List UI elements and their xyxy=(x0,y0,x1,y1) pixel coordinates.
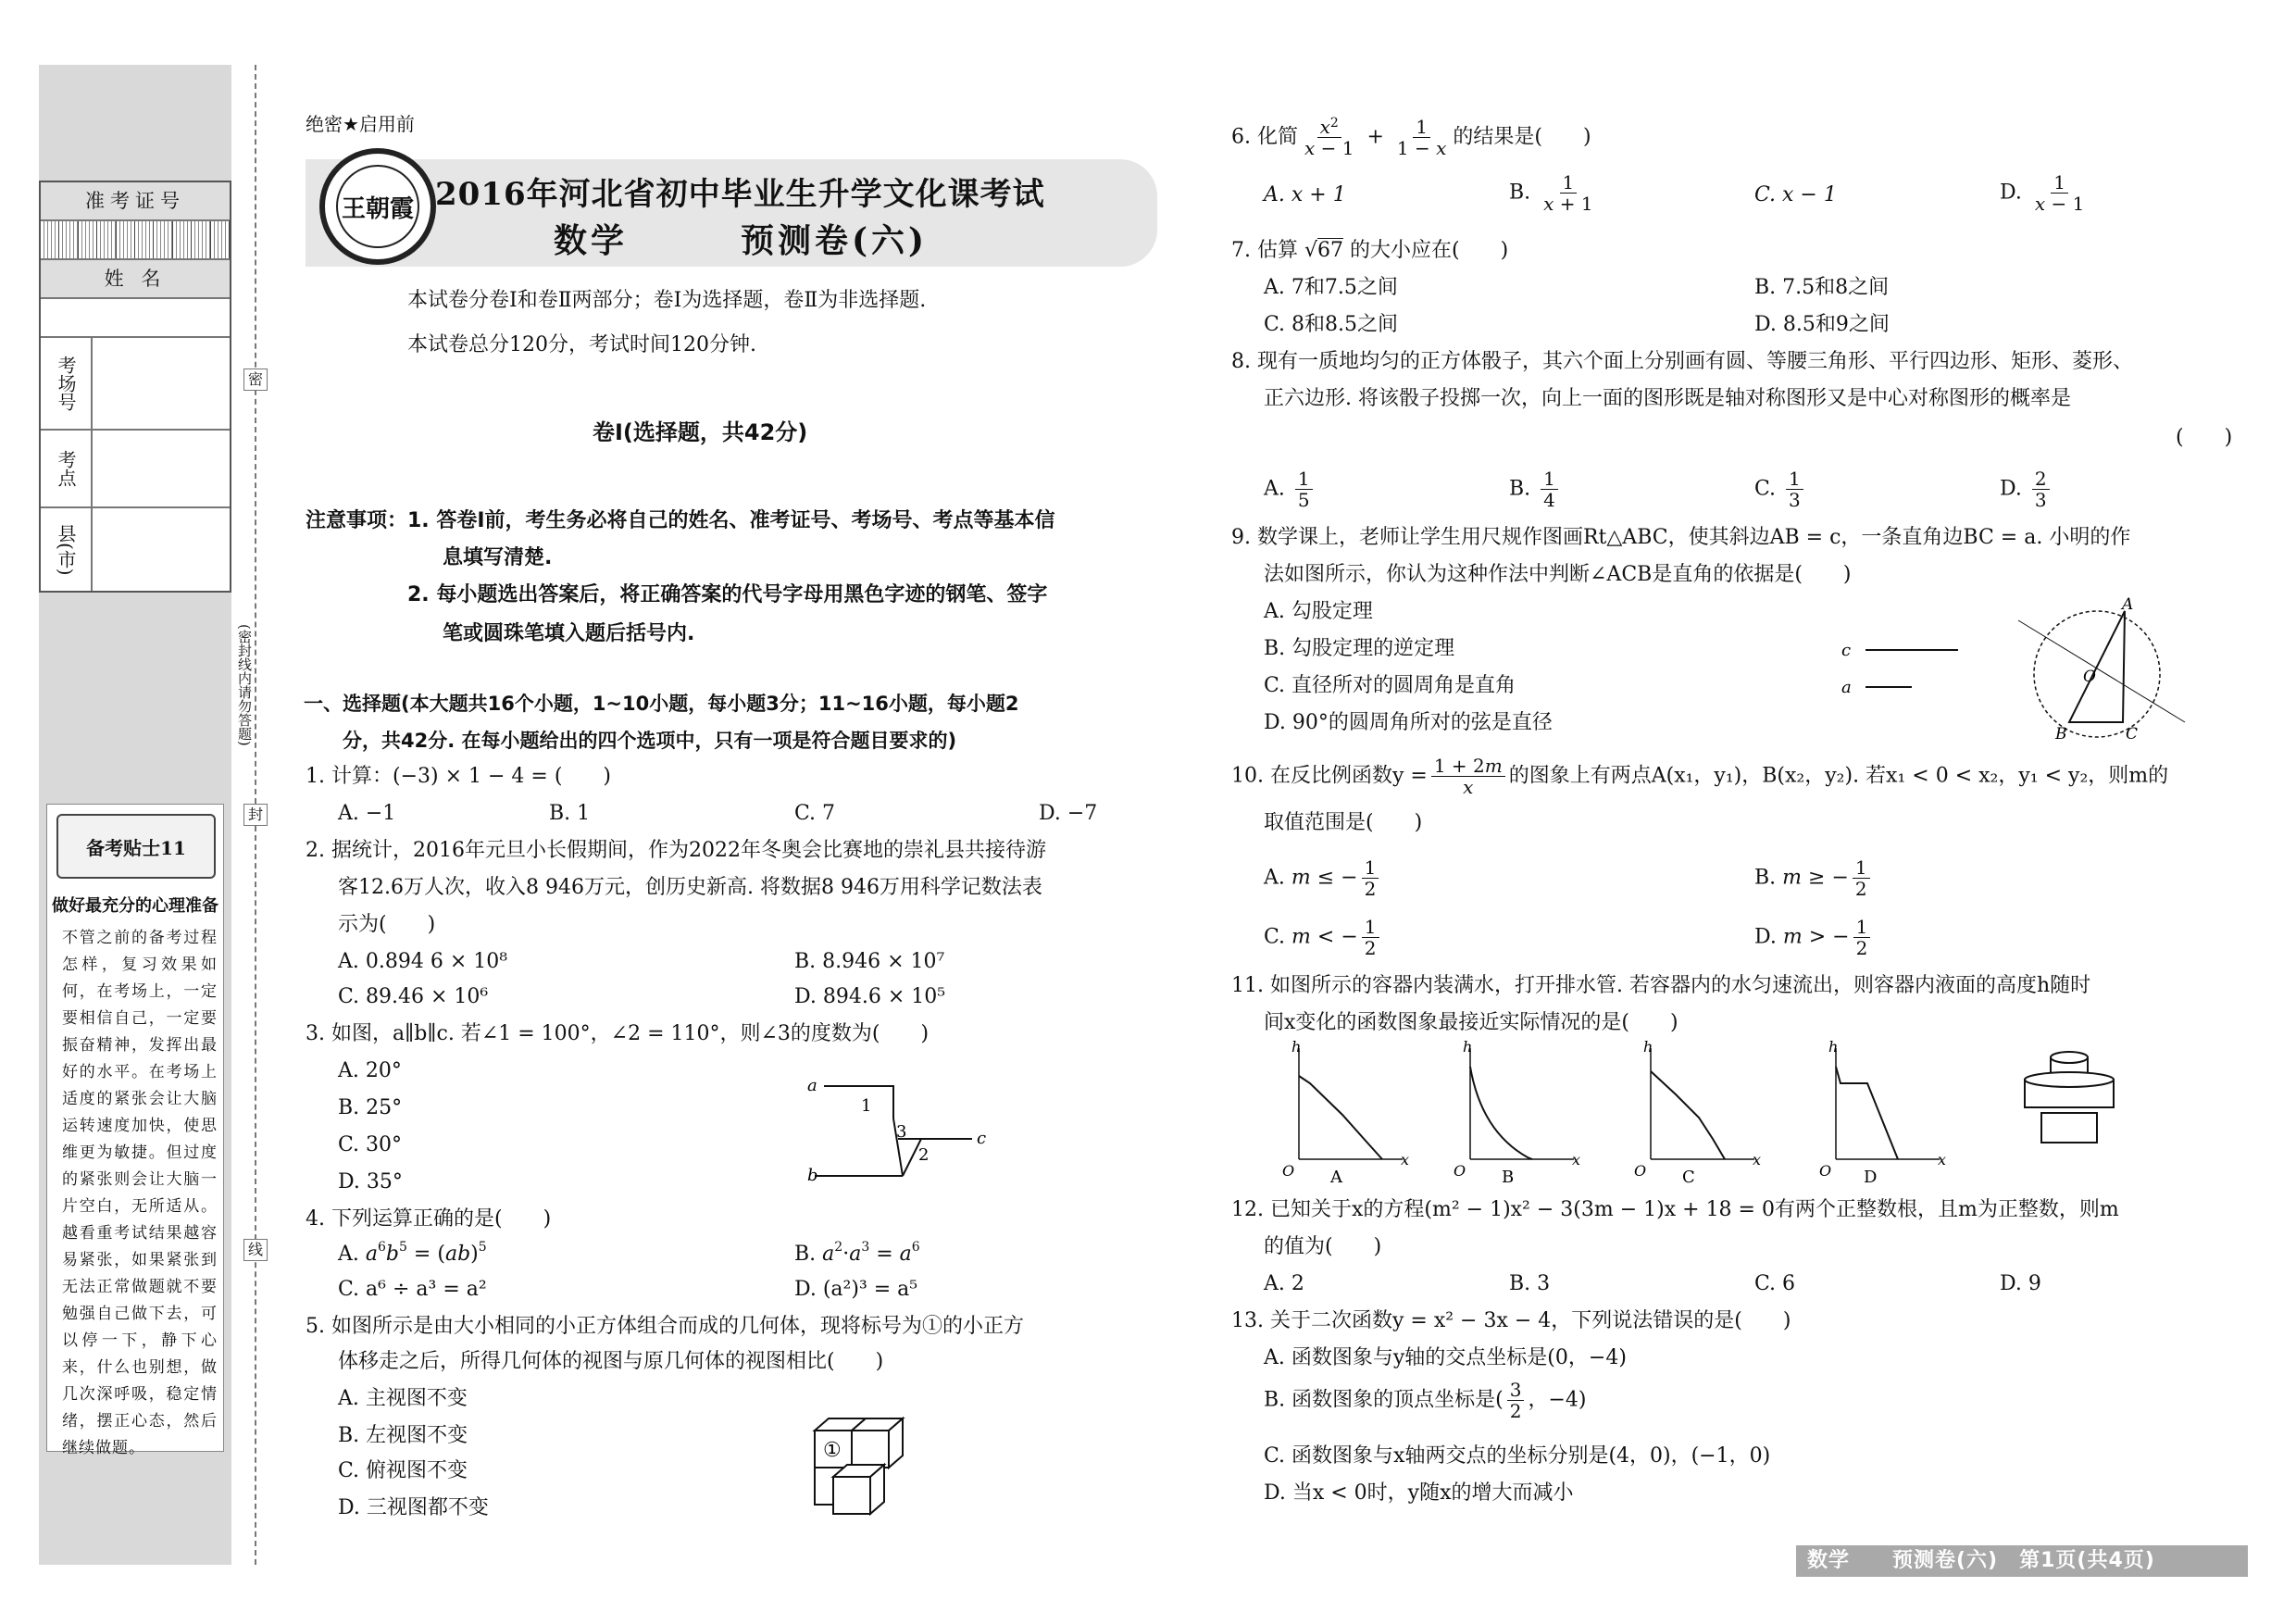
publisher-logo xyxy=(319,148,436,265)
q9-option-c[interactable]: C. 直径所对的圆周角是直角 xyxy=(1264,674,1516,697)
q13-option-b[interactable]: B. 函数图象的顶点坐标是( $\frac{3}{2}$ ，−4) xyxy=(1264,1379,1587,1422)
q8-stem-b: 正六边形. 将该骰子投掷一次，向上一面的图形既是轴对称图形又是中心对称图形的概率是 xyxy=(1264,387,2071,410)
q8-option-d[interactable]: D. $\frac{2}{3}$ xyxy=(2000,469,2053,510)
q9-label-O: O xyxy=(2083,668,2096,686)
tips-badge: 备考贴士11 xyxy=(56,814,216,879)
q9-stem-a: 9. 数学课上，老师让学生用尺规作图画Rt△ABC，使其斜边AB = c，一条直角边BC = a. 小明的作 xyxy=(1231,526,2131,549)
q10-stem-b: 取值范围是( ) xyxy=(1264,811,1423,834)
q12-option-d[interactable]: D. 9 xyxy=(2000,1272,2041,1295)
room-label: 考场号 xyxy=(41,338,93,429)
q10-option-b[interactable]: B. m ≥ − $\frac{1}{2}$ xyxy=(1754,857,1874,899)
exam-paper-name: 预测卷(六) xyxy=(741,221,929,260)
q12-option-c[interactable]: C. 6 xyxy=(1754,1272,1796,1295)
seal-note: (密封线内请勿答题) xyxy=(236,624,253,746)
q5-option-b[interactable]: B. 左视图不变 xyxy=(338,1424,468,1447)
svg-text:h: h xyxy=(1643,1039,1653,1056)
q8-option-b[interactable]: B. $\frac{1}{4}$ xyxy=(1509,469,1562,510)
page-footer: 数学 预测卷(六) 第1页(共4页) xyxy=(1796,1545,2248,1577)
seal-char-mi: 密 xyxy=(243,369,268,391)
svg-text:O: O xyxy=(1634,1162,1647,1180)
q3-label-3: 3 xyxy=(896,1122,907,1142)
q11-stem-a: 11. 如图所示的容器内装满水，打开排水管. 若容器内的水匀速流出，则容器内液面的高度h随时 xyxy=(1231,974,2091,997)
q3-option-c[interactable]: C. 30° xyxy=(338,1133,403,1156)
exam-tips-box xyxy=(46,804,224,1457)
q6-option-d[interactable]: D. $\frac{1}{x - 1}$ xyxy=(2000,171,2085,215)
q6-stem: 6. 化简 $\frac{x^2}{x - 1}$ + $\frac{1}{1 - x}$ 的结果是( ) xyxy=(1231,116,1591,159)
q11-graph-a[interactable] xyxy=(1273,1039,1412,1187)
q1-stem: 1. 计算：(−3) × 1 − 4 = ( ) xyxy=(306,765,612,788)
room-field[interactable] xyxy=(41,338,230,431)
q11-graph-d-label: D xyxy=(1864,1168,1878,1187)
svg-text:x: x xyxy=(1572,1151,1581,1168)
note-2a: 2. 每小题选出答案后，将正确答案的代号字母用黑色字迹的钢笔、签字 xyxy=(407,583,1048,606)
q12-option-a[interactable]: A. 2 xyxy=(1264,1272,1304,1295)
q1-option-c[interactable]: C. 7 xyxy=(794,802,836,825)
q8-stem-a: 8. 现有一质地均匀的正方体骰子，其六个面上分别画有圆、等腰三角形、平行四边形、矩形、菱形、 xyxy=(1231,350,2133,373)
q3-label-2: 2 xyxy=(918,1145,930,1165)
q13-option-c[interactable]: C. 函数图象与x轴两交点的坐标分别是(4，0)，(−1，0) xyxy=(1264,1444,1771,1468)
q13-option-a[interactable]: A. 函数图象与y轴的交点坐标是(0，−4) xyxy=(1264,1346,1627,1369)
q4-option-c[interactable]: C. a⁶ ÷ a³ = a² xyxy=(338,1278,487,1301)
q3-option-d[interactable]: D. 35° xyxy=(338,1170,403,1193)
q3-label-c: c xyxy=(977,1129,987,1148)
q2-stem-a: 2. 据统计，2016年元旦小长假期间，作为2022年冬奥会比赛地的崇礼县共接待游 xyxy=(306,839,1046,862)
q3-stem: 3. 如图，a∥b∥c. 若∠1 = 100°，∠2 = 110°，则∠3的度数为( ) xyxy=(306,1022,930,1045)
q4-option-d[interactable]: D. (a²)³ = a⁵ xyxy=(794,1278,918,1301)
notes-label: 注意事项： xyxy=(306,509,408,532)
q2-option-d[interactable]: D. 894.6 × 10⁵ xyxy=(794,985,946,1008)
svg-text:O: O xyxy=(1454,1162,1466,1180)
name-field[interactable] xyxy=(41,299,230,338)
top-secret-label: 绝密★启用前 xyxy=(306,113,415,135)
q5-option-c[interactable]: C. 俯视图不变 xyxy=(338,1459,468,1482)
q9-circle-construction-figure xyxy=(2000,593,2199,750)
q6-option-b[interactable]: B. $\frac{1}{x + 1}$ xyxy=(1509,171,1593,215)
q4-option-b[interactable]: B. $a^2\cdot a^3 = a^6$ xyxy=(794,1240,920,1266)
q11-container-figure xyxy=(2014,1046,2125,1157)
exam-no-label: 准考证号 xyxy=(41,182,230,221)
q3-option-a[interactable]: A. 20° xyxy=(338,1059,402,1082)
note-1a: 1. 答卷Ⅰ前，考生务必将自己的姓名、准考证号、考场号、考点等基本信 xyxy=(407,509,1055,532)
q9-label-B: B xyxy=(2055,725,2067,744)
site-field[interactable] xyxy=(41,431,230,508)
tips-title: 做好最充分的心理准备 xyxy=(52,896,218,916)
q8-stem-c: ( ) xyxy=(2176,426,2233,449)
q13-stem: 13. 关于二次函数y = x² − 3x − 4，下列说法错误的是( ) xyxy=(1231,1309,1791,1332)
q11-graph-c-label: C xyxy=(1682,1168,1695,1187)
q4-stem: 4. 下列运算正确的是( ) xyxy=(306,1207,552,1231)
section-title: 卷Ⅰ(选择题，共42分) xyxy=(593,419,808,445)
q10-option-a[interactable]: A. m ≤ − $\frac{1}{2}$ xyxy=(1264,857,1382,899)
note-1b: 息填写清楚. xyxy=(443,546,553,569)
q1-option-d[interactable]: D. −7 xyxy=(1039,802,1098,825)
svg-text:x: x xyxy=(1401,1151,1410,1168)
county-label: 县(市) xyxy=(41,508,93,591)
svg-text:h: h xyxy=(1828,1039,1839,1056)
q2-option-b[interactable]: B. 8.946 × 10⁷ xyxy=(794,950,945,973)
q9-label-A: A xyxy=(2122,595,2134,614)
q8-option-a[interactable]: A. $\frac{1}{5}$ xyxy=(1264,469,1316,510)
q7-stem: 7. 估算 √67 的大小应在( ) xyxy=(1231,239,1509,262)
q2-option-c[interactable]: C. 89.46 × 10⁶ xyxy=(338,985,489,1008)
q5-cubes-figure xyxy=(810,1398,921,1518)
seal-char-feng: 封 xyxy=(243,804,268,826)
q12-stem-b: 的值为( ) xyxy=(1264,1235,1382,1258)
q9-option-b[interactable]: B. 勾股定理的逆定理 xyxy=(1264,637,1455,660)
q12-stem-a: 12. 已知关于x的方程(m² − 1)x² − 3(3m − 1)x + 18 = 0有两个正整数根，且m为正整数，则m xyxy=(1231,1198,2119,1221)
site-label: 考点 xyxy=(41,431,93,506)
q6-option-a[interactable]: A. x + 1 xyxy=(1264,183,1346,206)
svg-text:x: x xyxy=(1938,1151,1947,1168)
q2-stem-c: 示为( ) xyxy=(338,913,436,936)
q5-label-circled-one: ① xyxy=(823,1439,842,1462)
q9-stem-b: 法如图所示，你认为这种作法中判断∠ACB是直角的依据是( ) xyxy=(1264,563,1852,586)
svg-text:x: x xyxy=(1753,1151,1762,1168)
q5-option-d[interactable]: D. 三视图都不变 xyxy=(338,1496,489,1519)
q3-option-b[interactable]: B. 25° xyxy=(338,1096,403,1119)
q6-option-c[interactable]: C. x − 1 xyxy=(1754,183,1837,206)
q3-label-b: b xyxy=(807,1166,818,1183)
q8-option-c[interactable]: C. $\frac{1}{3}$ xyxy=(1754,469,1807,510)
q2-option-a[interactable]: A. 0.894 6 × 10⁸ xyxy=(338,950,508,973)
q3-parallel-lines-figure xyxy=(805,1072,991,1183)
q5-option-a[interactable]: A. 主视图不变 xyxy=(338,1387,468,1410)
q11-stem-b: 间x变化的函数图象最接近实际情况的是( ) xyxy=(1264,1011,1678,1034)
q2-stem-b: 客12.6万人次，收入8 946万元，创历史新高. 将数据8 946万用科学记数法表 xyxy=(338,876,1042,899)
q11-graph-b[interactable] xyxy=(1444,1039,1583,1187)
q1-option-b[interactable]: B. 1 xyxy=(549,802,591,825)
q11-graph-d[interactable] xyxy=(1810,1039,1949,1187)
exam-no-cells[interactable] xyxy=(41,221,230,260)
q9-option-d[interactable]: D. 90°的圆周角所对的弦是直径 xyxy=(1264,711,1553,734)
q9-label-C: C xyxy=(2126,725,2139,744)
q3-label-a: a xyxy=(807,1076,817,1095)
q11-graph-c[interactable] xyxy=(1625,1039,1764,1187)
q9-label-a: a xyxy=(1841,678,1852,694)
exam-title: 2016年河北省初中毕业生升学文化课考试 xyxy=(435,176,1045,213)
q12-option-b[interactable]: B. 3 xyxy=(1509,1272,1551,1295)
q9-option-a[interactable]: A. 勾股定理 xyxy=(1264,600,1373,623)
part1-heading-b: 分，共42分. 在每小题给出的四个选项中，只有一项是符合题目要求的) xyxy=(343,730,957,752)
q11-graph-b-label: B xyxy=(1502,1168,1515,1187)
svg-text:h: h xyxy=(1292,1039,1302,1056)
q10-option-d[interactable]: D. m > − $\frac{1}{2}$ xyxy=(1754,917,1874,958)
q11-graph-a-label: A xyxy=(1330,1168,1342,1187)
note-2b: 笔或圆珠笔填入题后括号内. xyxy=(443,622,695,645)
intro-line-1: 本试卷分卷Ⅰ和卷Ⅱ两部分；卷Ⅰ为选择题，卷Ⅱ为非选择题. xyxy=(407,289,927,312)
q7-option-a[interactable]: A. 7和7.5之间 xyxy=(1264,276,1398,299)
svg-text:h: h xyxy=(1463,1039,1473,1056)
svg-text:O: O xyxy=(1819,1162,1832,1180)
q7-option-c[interactable]: C. 8和8.5之间 xyxy=(1264,313,1399,336)
q5-stem-a: 5. 如图所示是由大小相同的小正方体组合而成的几何体，现将标号为①的小正方 xyxy=(306,1315,1024,1338)
q3-label-1: 1 xyxy=(861,1096,872,1116)
q7-option-d[interactable]: D. 8.5和9之间 xyxy=(1754,313,1890,336)
q10-stem-a: 10. 在反比例函数y = $\frac{1 + 2m}{x}$ 的图象上有两点A(x₁，y₁)，B(x₂，y₂). 若x₁ < 0 < x₂，y₁ < y₂，则m的 xyxy=(1231,755,2169,798)
intro-line-2: 本试卷总分120分，考试时间120分钟. xyxy=(407,333,756,356)
q1-option-a[interactable]: A. −1 xyxy=(338,802,396,825)
q9-label-c: c xyxy=(1841,641,1852,660)
seal-char-xian: 线 xyxy=(243,1239,268,1261)
exam-subject: 数学 xyxy=(554,221,629,260)
q13-option-d[interactable]: D. 当x < 0时，y随x的增大而减小 xyxy=(1264,1481,1574,1505)
q7-option-b[interactable]: B. 7.5和8之间 xyxy=(1754,276,1890,299)
tips-body: 不管之前的备考过程怎样，复习效果如何，在考场上，一定要相信自己，一定要振奋精神，发挥出最好的水平。在考场上适度的紧张会让大脑运转速度加快，使思维更为敏捷。但过度的紧张则会让大脑一片空白，无所适从。越看重考试结果越容易紧张，如果紧张到无法正常做题就不要勉强自己做下去，可以停一下，静下心来，什么也别想，做几次深呼吸，稳定情绪，摆正心态，然后继续做题。 xyxy=(62,929,218,1457)
part1-heading-a: 一、选择题(本大题共16个小题，1~10小题，每小题3分；11~16小题，每小题2 xyxy=(304,693,1019,715)
svg-text:O: O xyxy=(1282,1162,1295,1180)
q4-option-a[interactable]: A. $a^6b^5 = (ab)^5$ xyxy=(338,1240,487,1266)
candidate-info-box xyxy=(39,181,231,593)
q10-option-c[interactable]: C. m < − $\frac{1}{2}$ xyxy=(1264,917,1383,958)
q5-stem-b: 体移走之后，所得几何体的视图与原几何体的视图相比( ) xyxy=(338,1350,884,1373)
name-label: 姓 名 xyxy=(41,260,230,299)
logo-text: 王朝霞 xyxy=(336,165,419,248)
county-field[interactable] xyxy=(41,508,230,591)
q9-segments-figure xyxy=(1838,593,1958,694)
